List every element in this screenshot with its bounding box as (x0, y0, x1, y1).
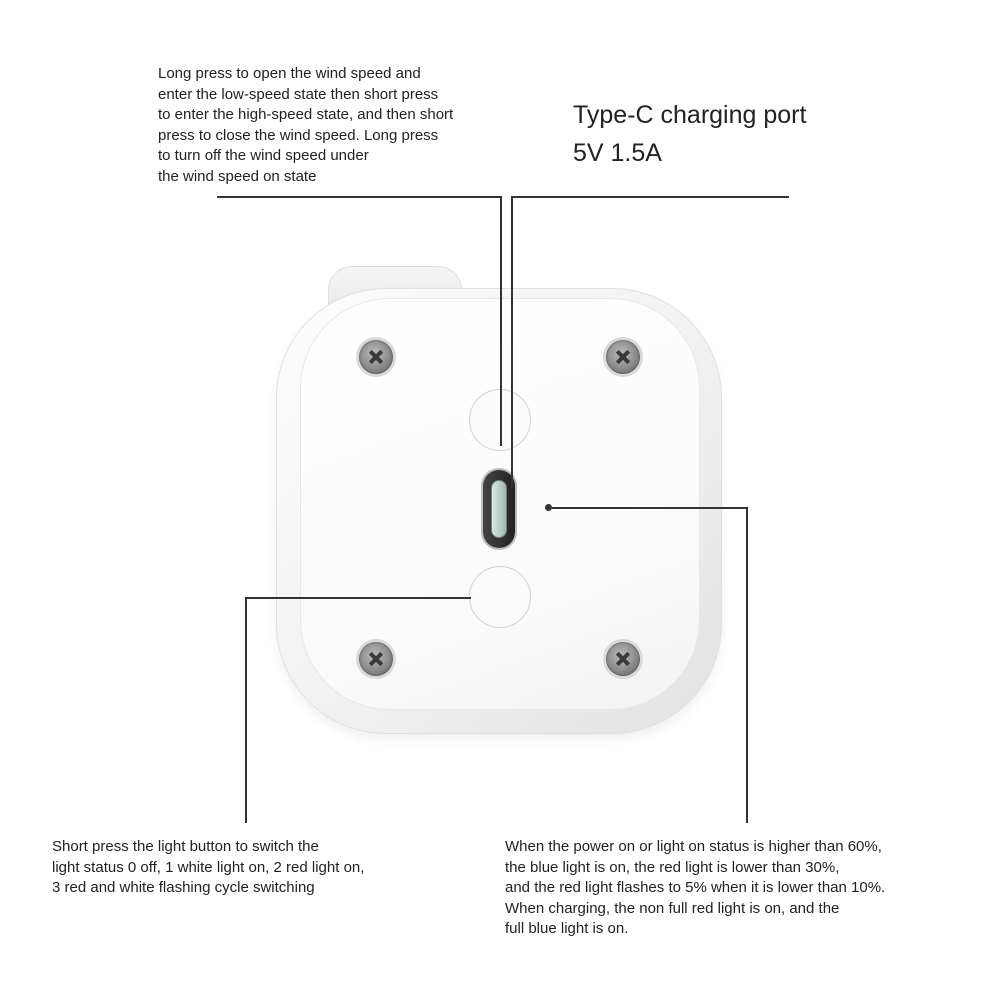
leader-line-port (511, 196, 789, 198)
leader-line-wind (500, 196, 502, 446)
leader-line-light (245, 597, 471, 599)
leader-line-light (245, 597, 247, 823)
leader-line-power (746, 507, 748, 823)
light-button-description: Short press the light button to switch the light status 0 off, 1 white light on, 2 red light on, 3 red and white flashing cycle switching (52, 838, 365, 896)
screw-icon (606, 642, 640, 676)
type-c-port-slot (491, 480, 507, 538)
leader-line-wind (217, 196, 501, 198)
screw-icon (606, 340, 640, 374)
indicator-light (545, 504, 552, 511)
screw-icon (359, 340, 393, 374)
screw-icon (359, 642, 393, 676)
power-indicator-description: When the power on or light on status is higher than 60%, the blue light is on, the red light is lower than 30%, and the red light flashes to 5% when it is lower than 10%. When charging, the non full red light is on, and the full blue light is on. (505, 838, 886, 937)
wind-button-description: Long press to open the wind speed and enter the low-speed state then short press to enter the high-speed state, and then short press to close the wind speed. Long press to turn off the wind speed under the wind speed on state (158, 65, 454, 185)
leader-line-power (552, 507, 747, 509)
light-button[interactable] (469, 566, 531, 628)
charging-port-description: Type-C charging port 5V 1.5A (573, 101, 807, 167)
leader-line-port (511, 196, 513, 488)
